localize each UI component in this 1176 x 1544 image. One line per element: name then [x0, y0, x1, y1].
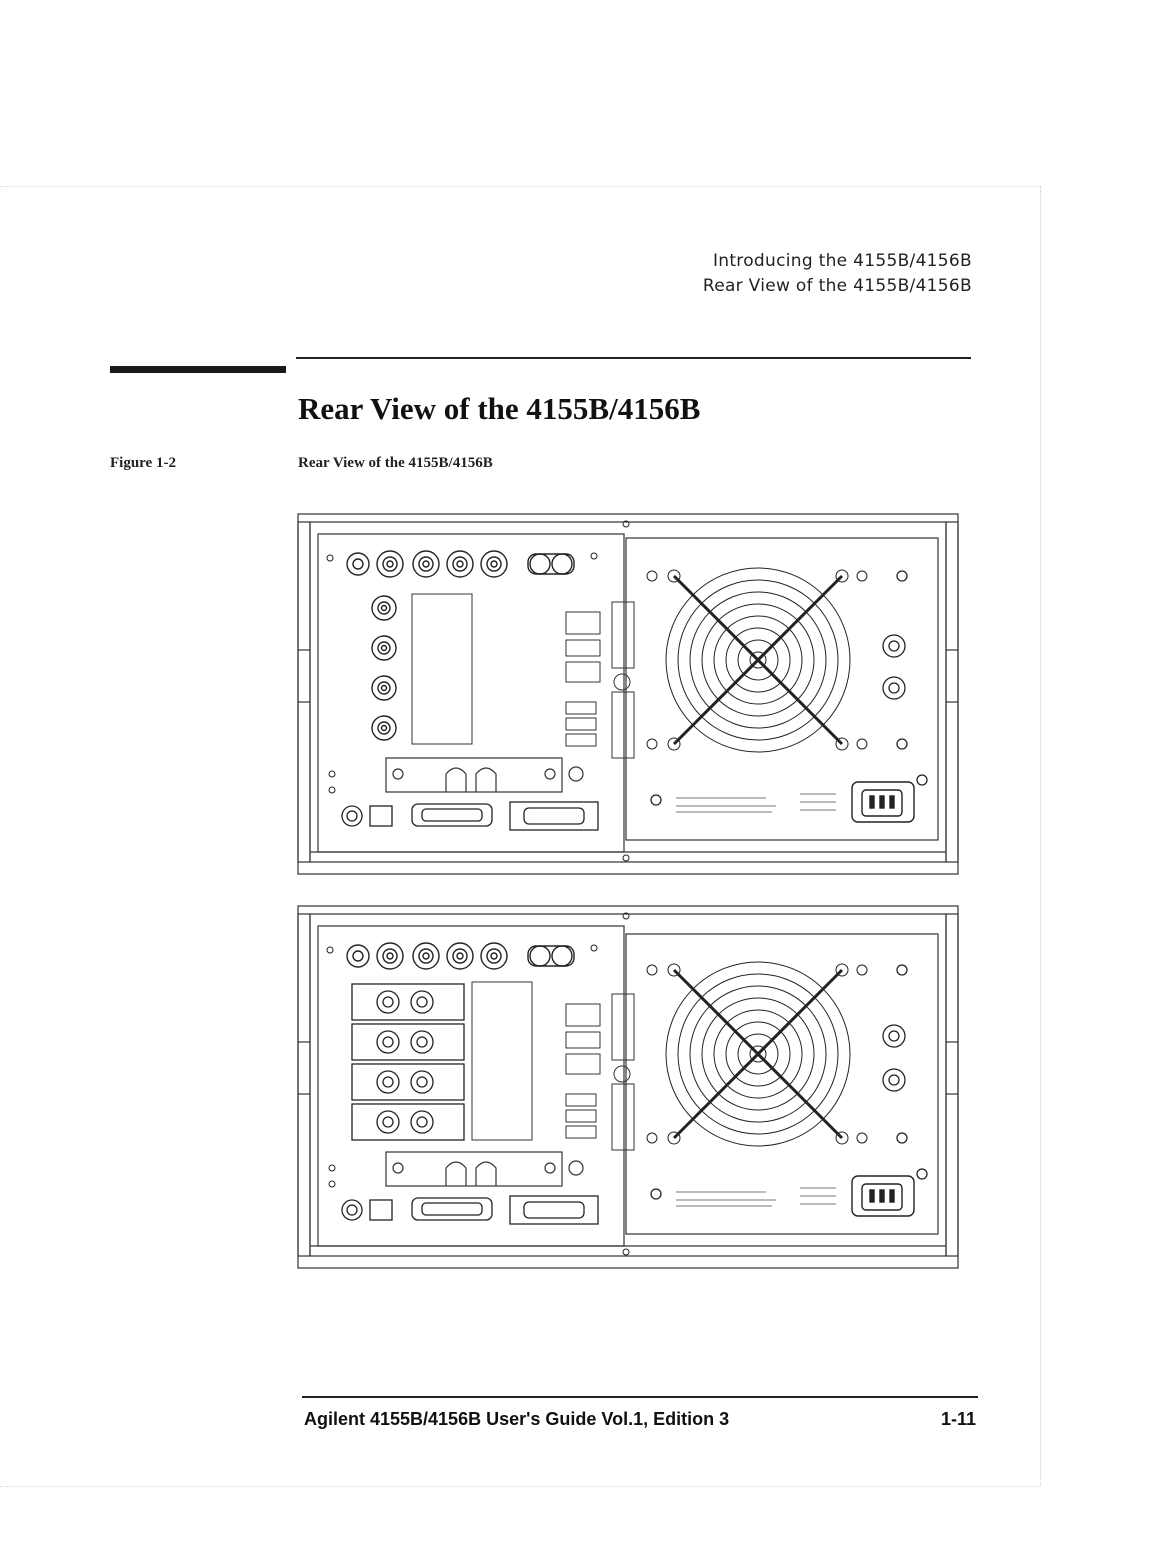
figure-label: Figure 1-2: [110, 455, 176, 471]
running-header-chapter: Introducing the 4155B/4156B: [712, 251, 972, 271]
running-header-section: Rear View of the 4155B/4156B: [702, 276, 972, 296]
rear-panel-4156b-illustration: [296, 904, 960, 1270]
footer-document-title: Agilent 4155B/4156B User's Guide Vol.1, Edition 3: [304, 1409, 730, 1429]
figure-caption: Rear View of the 4155B/4156B: [298, 455, 493, 471]
footer-rule: [302, 1396, 978, 1398]
rear-panel-4155b-illustration: [296, 512, 960, 876]
scan-edge-bottom: [0, 1486, 1040, 1487]
scan-edge-right: [1040, 186, 1041, 1486]
section-title: Rear View of the 4155B/4156B: [298, 391, 701, 426]
footer-page-number: 1-11: [940, 1409, 976, 1429]
section-marker-bar: [110, 366, 286, 373]
scan-edge-top: [0, 186, 1040, 187]
section-rule: [296, 357, 971, 359]
